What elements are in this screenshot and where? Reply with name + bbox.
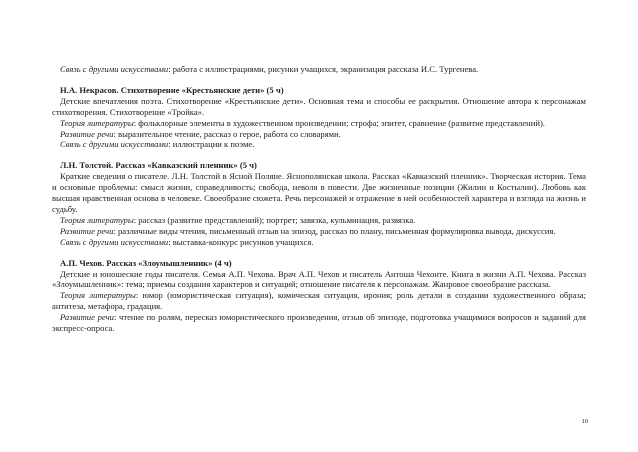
speech-label: Развитие речи [60, 312, 114, 323]
speech-label: Развитие речи [60, 128, 114, 139]
theory-label: Теория литературы [60, 117, 134, 128]
section-body-chekhov: Детские и юношеские годы писателя. Семья А.П. Чехова. Врач А.П. Чехов и писатель Антоша Чехонте. Книга в жизни А.П. Чехова. Рассказ «Злоумышленник»: тема; приемы создания характеров и ситуаций; отношение писателя к персонажам. Жанровое своеобразие рассказа. [52, 268, 586, 290]
theory-text: : фольклорные элементы в художественном произведении; строфа; эпитет, сравнение (развитие представлений). [133, 117, 545, 128]
links-paragraph-nekrasov [52, 139, 586, 150]
speech-label: Развитие речи [60, 225, 114, 236]
speech-text: : чтение по ролям, пересказ юмористического произведения, отзыв об эпизоде, подготовка учащимися вопросов и заданий для экспресс-опроса. [52, 312, 586, 334]
theory-paragraph-nekrasov [52, 118, 586, 129]
theory-paragraph-chekhov [52, 290, 586, 312]
page-number: 10 [581, 418, 588, 425]
speech-paragraph-tolstoy [52, 226, 586, 237]
section-body-tolstoy: Краткие сведения о писателе. Л.Н. Толстой в Ясной Поляне. Яснополянская школа. Рассказ «Кавказский пленник». Творческая история. Тема и основные проблемы: смысл жизни, справедливость; свобода, неволя в повести. Две жизненные позиции (Жилин и Костылин). Любовь как высшая нравственная основа в человеке. Своеобразие сюжета. Речь персонажей и отражение в ней особенностей характера и взгляда на жизнь и судьбу. [52, 171, 586, 214]
links-text: : иллюстрации к поэме. [168, 139, 255, 150]
links-paragraph-tolstoy [52, 237, 586, 248]
section-heading-tolstoy: Л.Н. Толстой. Рассказ «Кавказский пленник» (5 ч) [60, 160, 257, 171]
section-heading-chekhov: А.П. Чехов. Рассказ «Злоумышленник» (4 ч) [60, 257, 232, 268]
theory-label: Теория литературы [60, 214, 134, 225]
theory-text: : юмор (юмористическая ситуация), комическая ситуация, ирония; роль детали в создании художественного образа; антитеза, метафора, градация. [52, 290, 587, 312]
links-label: Связь с другими искусствами [60, 139, 169, 150]
theory-text: : рассказ (развитие представлений); портрет; завязка, кульминация, развязка. [133, 214, 416, 225]
links-label: Связь с другими искусствами [60, 236, 169, 247]
speech-text: : различные виды чтения, письменный отзыв на эпизод, рассказ по плану, письменная формулировка вывода, дискуссия. [113, 225, 556, 236]
section-heading-nekrasov: Н.А. Некрасов. Стихотворение «Крестьянские дети» (5 ч) [60, 84, 284, 95]
section-body-nekrasov: Детские впечатления поэта. Стихотворение «Крестьянские дети». Основная тема и способы ее раскрытия. Отношение автора к персонажам стихотворения. Стихотворение «Тройка». [52, 95, 586, 117]
links-text: : работа с иллюстрациями, рисунки учащихся, экранизация рассказа И.С. Тургенева. [168, 64, 479, 74]
links-text: : выставка-конкурс рисунков учащихся. [168, 236, 314, 247]
links-label: Связь с другими искусствами [60, 64, 169, 74]
speech-text: : выразительное чтение, рассказ о герое, работа со словарями. [113, 128, 341, 139]
theory-paragraph-tolstoy [52, 215, 586, 226]
speech-paragraph-nekrasov [52, 129, 586, 140]
theory-label: Теория литературы [60, 290, 136, 301]
speech-paragraph-chekhov [52, 312, 586, 334]
links-paragraph [52, 64, 586, 75]
